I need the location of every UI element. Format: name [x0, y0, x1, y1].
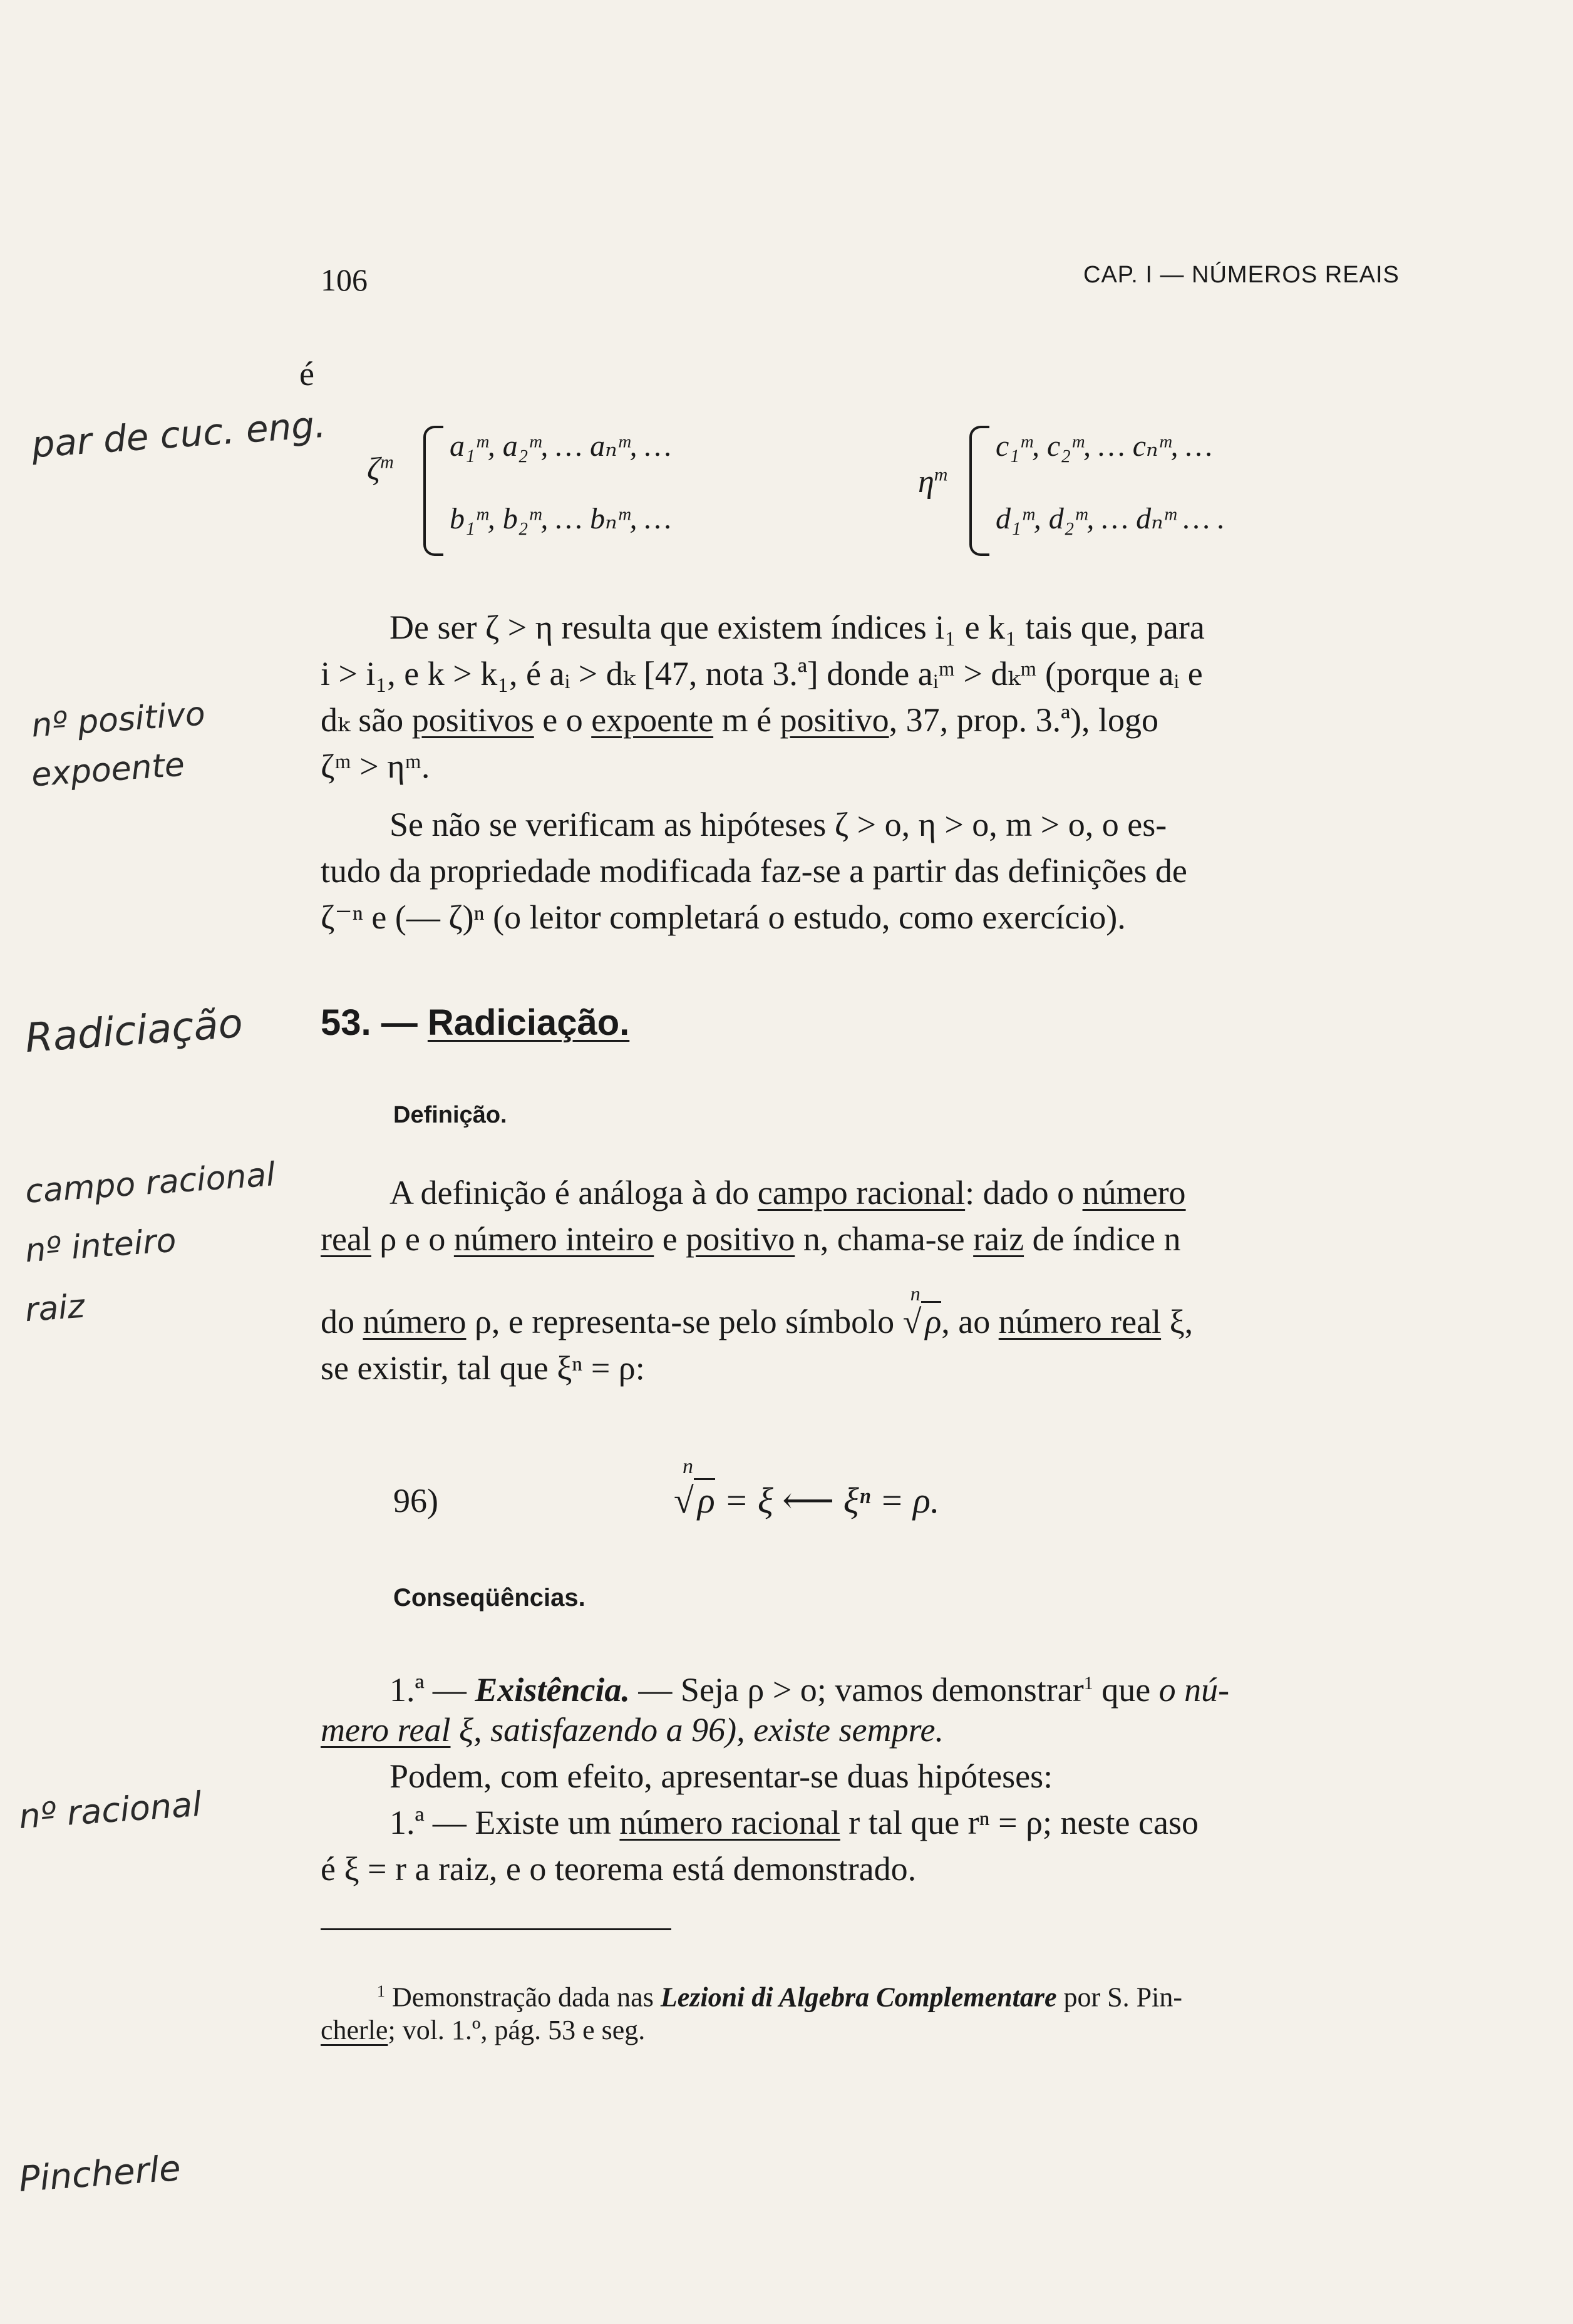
margin-note-4: Radiciação [23, 1000, 245, 1062]
paragraph-1: De ser ζ > η resulta que existem índices i₁ e k₁ tais que, para [389, 609, 1205, 646]
page-number: 106 [321, 262, 368, 297]
definition-heading: Definição. [393, 1102, 507, 1128]
margin-note-6: nº inteiro [24, 1221, 178, 1270]
consequences-heading: Conseqüências. [393, 1584, 585, 1612]
paragraph-2-line-3: ζ⁻ⁿ e (— ζ)ⁿ (o leitor completará o estudo, como exercício). [321, 898, 1126, 936]
margin-note-2: nº positivo [30, 695, 207, 745]
definition-line-3: do número ρ, e representa-se pelo símbolo n √ ρ, ao número real ξ, [321, 1282, 1194, 1340]
chapter-title: CAP. I — NÚMEROS REAIS [1083, 262, 1400, 288]
row-c: c₁ᵐ, c₂ᵐ, … cₙᵐ, … [996, 429, 1213, 463]
margin-note-7: raiz [24, 1287, 86, 1330]
paragraph-1-line-2: i > i₁, e k > k₁, é aᵢ > dₖ [47, nota 3.ª] donde aᵢᵐ > dₖᵐ (porque aᵢ e [321, 655, 1203, 692]
definition-line-1: A definição é análoga à do campo racional: dado o número [389, 1174, 1186, 1211]
margin-note-1: par de cuc. eng. [30, 403, 327, 466]
row-b: b₁ᵐ, b₂ᵐ, … bₙᵐ, … [450, 502, 672, 535]
margin-note-8: nº racional [18, 1784, 204, 1837]
consequence-line-1: 1.ª — Existência. — Seja ρ > o; vamos demonstrar$^1$ que o nú- [389, 1671, 1230, 1709]
equation-label: 96) [393, 1482, 438, 1519]
margin-note-3: expoente [30, 746, 186, 794]
equation-96: n √ ρ = ξ ⟵ ξⁿ = ρ. [674, 1455, 940, 1521]
paragraph-2-line-1: Se não se verificam as hipóteses ζ > o, η > o, m > o, o es- [389, 806, 1167, 843]
paragraph-2-line-2: tudo da propriedade modificada faz-se a partir das definições de [321, 852, 1187, 890]
zeta-symbol: $\zeta^m$ [367, 451, 394, 487]
consequence-line-2: mero real ξ, satisfazendo a 96), existe sempre. [321, 1711, 944, 1749]
footnote-rule [321, 1928, 671, 1930]
right-brace [969, 426, 989, 556]
paragraph-1-line-4: ζᵐ > ηᵐ. [321, 748, 430, 785]
row-a: a₁ᵐ, a₂ᵐ, … aₙᵐ, … [450, 429, 672, 463]
e-label: é [299, 355, 314, 393]
eta-symbol: $\eta^m$ [918, 464, 948, 500]
row-d: d₁ᵐ, d₂ᵐ, … dₙᵐ … . [996, 502, 1225, 535]
margin-note-9: Pincherle [18, 2148, 182, 2200]
footnote-line-1: $^1$ Demonstração dada nas Lezioni di Algebra Complementare por S. Pin- [377, 1982, 1183, 2013]
paragraph-1-line-3: dₖ são positivos e o expoente m é positivo, 37, prop. 3.ª), logo [321, 701, 1158, 739]
definition-line-2: real ρ e o número inteiro e positivo n, chama-se raiz de índice n [321, 1220, 1181, 1258]
consequence-line-5: é ξ = r a raiz, e o teorema está demonstrado. [321, 1850, 917, 1888]
consequence-line-3: Podem, com efeito, apresentar-se duas hipóteses: [389, 1757, 1053, 1795]
footnote-line-2: cherle; vol. 1.º, pág. 53 e seg. [321, 2015, 646, 2045]
consequence-line-4: 1.ª — Existe um número racional r tal que rⁿ = ρ; neste caso [389, 1804, 1199, 1841]
left-brace [423, 426, 443, 556]
margin-note-5: campo racional [24, 1156, 277, 1211]
section-heading: 53. — Radiciação. [321, 1002, 630, 1043]
definition-line-4: se existir, tal que ξⁿ = ρ: [321, 1349, 645, 1387]
